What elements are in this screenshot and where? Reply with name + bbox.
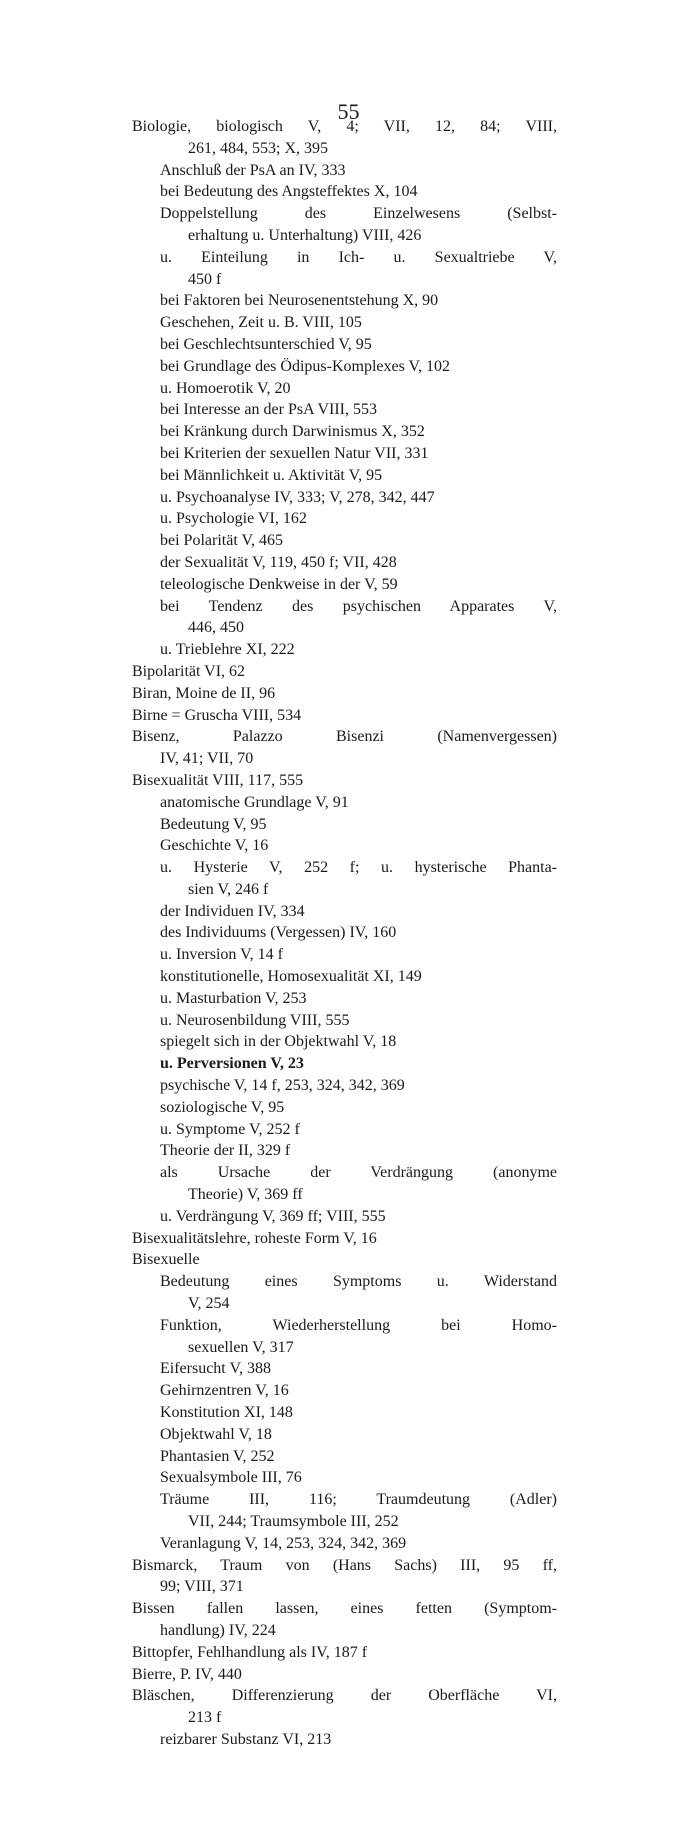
index-line: Birne = Gruscha VIII, 534	[132, 706, 302, 724]
index-line: psychische V, 14 f, 253, 324, 342, 369	[160, 1077, 405, 1095]
index-line: Veranlagung V, 14, 253, 324, 342, 369	[160, 1534, 407, 1552]
index-line: Konstitution XI, 148	[160, 1404, 293, 1422]
index-line: der Individuen IV, 334	[160, 902, 305, 920]
index-line: erhaltung u. Unterhaltung) VIII, 426	[188, 226, 422, 244]
index-line: bei Bedeutung des Angsteffektes X, 104	[160, 183, 418, 201]
index-line: Bissen fallen lassen, eines fetten (Symptom-	[132, 1600, 557, 1618]
index-line: konstitutionelle, Homosexualität XI, 149	[160, 968, 422, 986]
index-line: Geschichte V, 16	[160, 837, 269, 855]
index-line: Theorie) V, 369 ff	[188, 1186, 303, 1204]
index-line: Bisenz, Palazzo Bisenzi (Namenvergessen)	[132, 728, 557, 746]
index-line: u. Trieblehre XI, 222	[160, 641, 295, 659]
page-number: 55	[337, 99, 360, 124]
index-line: sexuellen V, 317	[188, 1338, 294, 1356]
index-line: Biran, Moine de II, 96	[132, 684, 276, 702]
index-line: reizbarer Substanz VI, 213	[160, 1730, 332, 1748]
index-line: Biologie, biologisch V, 4; VII, 12, 84; VIII,	[132, 118, 557, 135]
index-line: teleologische Denkweise in der V, 59	[160, 575, 398, 593]
index-line: 261, 484, 553; X, 395	[188, 139, 328, 157]
index-line: Träume III, 116; Traumdeutung (Adler)	[160, 1491, 557, 1509]
index-line: bei Interesse an der PsA VIII, 553	[160, 401, 377, 419]
index-line: u. Inversion V, 14 f	[160, 946, 283, 964]
index-line: u. Neurosenbildung VIII, 555	[160, 1011, 350, 1029]
index-line: VII, 244; Traumsymbole III, 252	[188, 1513, 399, 1530]
index-line: bei Kriterien der sexuellen Natur VII, 331	[160, 444, 429, 462]
index-line: bei Faktoren bei Neurosenentstehung X, 90	[160, 292, 439, 310]
index-line: u. Verdrängung V, 369 ff; VIII, 555	[160, 1207, 386, 1225]
index-line: u. Masturbation V, 253	[160, 989, 307, 1007]
index-line: 213 f	[188, 1709, 222, 1727]
index-line: 446, 450	[188, 619, 244, 637]
index-line: bei Geschlechtsunterschied V, 95	[160, 335, 372, 353]
index-line: Bipolarität VI, 62	[132, 662, 246, 680]
index-line: 450 f	[188, 270, 222, 288]
index-line: Bierre, P. IV, 440	[132, 1665, 242, 1683]
index-line: Bedeutung eines Symptoms u. Widerstand	[160, 1273, 557, 1291]
index-line: u. Homoerotik V, 20	[160, 379, 291, 397]
index-line: u. Einteilung in Ich- u. Sexualtriebe V,	[160, 248, 557, 266]
index-line: 99; VIII, 371	[160, 1578, 244, 1596]
index-line: Bisexualitätslehre, roheste Form V, 16	[132, 1229, 377, 1247]
index-line: soziologische V, 95	[160, 1098, 285, 1116]
index-line: u. Symptome V, 252 f	[160, 1120, 300, 1138]
index-line: Bittopfer, Fehlhandlung als IV, 187 f	[132, 1643, 368, 1661]
index-line: bei Polarität V, 465	[160, 532, 283, 550]
index-line: Bedeutung V, 95	[160, 815, 267, 833]
index-line: IV, 41; VII, 70	[160, 750, 254, 768]
index-column	[132, 116, 557, 1751]
index-line: spiegelt sich in der Objektwahl V, 18	[160, 1033, 397, 1051]
index-line: u. Hysterie V, 252 f; u. hysterische Phanta-	[160, 859, 557, 877]
index-line: Theorie der II, 329 f	[160, 1142, 291, 1160]
index-line: Funktion, Wiederherstellung bei Homo-	[160, 1316, 557, 1334]
index-line: Bismarck, Traum von (Hans Sachs) III, 95 ff,	[132, 1556, 557, 1574]
index-line: bei Männlichkeit u. Aktivität V, 95	[160, 466, 383, 484]
index-line: Doppelstellung des Einzelwesens (Selbst-	[160, 205, 557, 223]
index-line: bei Tendenz des psychischen Apparates V,	[160, 597, 557, 615]
index-line: u. Psychoanalyse IV, 333; V, 278, 342, 447	[160, 488, 435, 506]
index-line: Phantasien V, 252	[160, 1447, 275, 1465]
index-line: anatomische Grundlage V, 91	[160, 793, 349, 811]
index-line: bei Kränkung durch Darwinismus X, 352	[160, 423, 425, 441]
index-line: Bläschen, Differenzierung der Oberfläche VI,	[132, 1687, 557, 1705]
index-line: Bisexuelle	[132, 1251, 200, 1269]
index-line: Gehirnzentren V, 16	[160, 1382, 289, 1400]
index-line: Sexualsymbole III, 76	[160, 1469, 302, 1487]
index-line: Geschehen, Zeit u. B. VIII, 105	[160, 314, 362, 332]
index-line: sien V, 246 f	[188, 880, 269, 898]
index-line: Objektwahl V, 18	[160, 1425, 272, 1443]
index-line: V, 254	[188, 1295, 230, 1313]
index-line: des Individuums (Vergessen) IV, 160	[160, 924, 397, 942]
index-line: Anschluß der PsA an IV, 333	[160, 161, 346, 179]
index-line: handlung) IV, 224	[160, 1621, 276, 1639]
index-line: Bisexualität VIII, 117, 555	[132, 771, 304, 789]
index-line: als Ursache der Verdrängung (anonyme	[160, 1164, 557, 1182]
index-line: der Sexualität V, 119, 450 f; VII, 428	[160, 553, 397, 571]
index-line: Eifersucht V, 388	[160, 1360, 271, 1378]
index-line: bei Grundlage des Ödipus-Komplexes V, 102	[160, 357, 451, 375]
index-line: u. Psychologie VI, 162	[160, 510, 307, 528]
index-line: u. Perversionen V, 23	[160, 1055, 304, 1073]
